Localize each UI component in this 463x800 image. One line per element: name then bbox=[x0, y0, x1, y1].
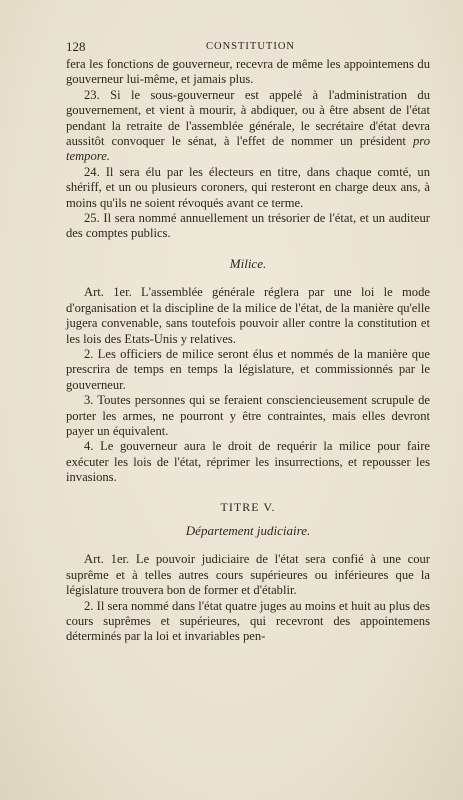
running-title: CONSTITUTION bbox=[206, 41, 295, 52]
paragraph-text: 23. Si le sous-gouverneur est appelé à l'administration du gouvernement, et vient à mourir, à abdiquer, ou à être absent de l'état pendant la retraite de l'assemblée générale, le secrétaire d'état devra aussitôt convoquer le sénat, à l'effet de nommer un président bbox=[66, 87, 430, 149]
paragraph: Art. 1er. Le pouvoir judiciaire de l'état sera confié à une cour suprême et à telles autres cours supérieures ou inférieures que la législature trouvera bon de former et d'établir. bbox=[66, 552, 430, 598]
page-header bbox=[66, 39, 394, 57]
italic-phrase: pro tempore. bbox=[66, 134, 430, 164]
paragraph: 2. Il sera nommé dans l'état quatre juges au moins et huit au plus des cours suprêmes et supérieures, qui recevront des appointemens déterminés par la loi et invariables pen- bbox=[66, 598, 430, 644]
title-heading: TITRE V. bbox=[220, 499, 276, 514]
paragraph bbox=[66, 88, 430, 165]
paragraph: 25. Il sera nommé annuellement un trésorier de l'état, et un auditeur des comptes publics. bbox=[66, 211, 430, 241]
section-heading-milice: Milice. bbox=[229, 255, 267, 271]
paragraph: 4. Le gouverneur aura le droit de requérir la milice pour faire exécuter les lois de l'état, réprimer les insurrections, et repousser les invasions. bbox=[66, 439, 430, 485]
page-number: 128 bbox=[66, 39, 86, 54]
paragraph: 3. Toutes personnes qui se feraient consciencieusement scrupule de porter les armes, ne pourront y être contraintes, mais elles devront payer un équivalent. bbox=[66, 393, 430, 438]
paragraph: 24. Il sera élu par les électeurs en titre, dans chaque comté, un shériff, et un ou plusieurs coroners, qui resteront en charge deux ans, à moins qu'ils ne soient révoqués avant ce terme. bbox=[66, 164, 430, 210]
section-heading-judiciaire: Département judiciaire. bbox=[185, 522, 311, 538]
paragraph: 2. Les officiers de milice seront élus et nommés de la manière que prescrira de temps en temps la législature, et commissionnés par le gouverneur. bbox=[66, 346, 430, 392]
paragraph: Art. 1er. L'assemblée générale réglera par une loi le mode d'organisation et la discipline de la milice de l'état, de la manière qu'elle jugera convenable, sans toutefois pouvoir aller contre la constitution et les lois des Etats-Unis y relatives. bbox=[66, 285, 430, 346]
paragraph: fera les fonctions de gouverneur, recevra de même les appointemens du gouverneur lui-même, et jamais plus. bbox=[66, 57, 430, 87]
page-body bbox=[66, 57, 430, 645]
